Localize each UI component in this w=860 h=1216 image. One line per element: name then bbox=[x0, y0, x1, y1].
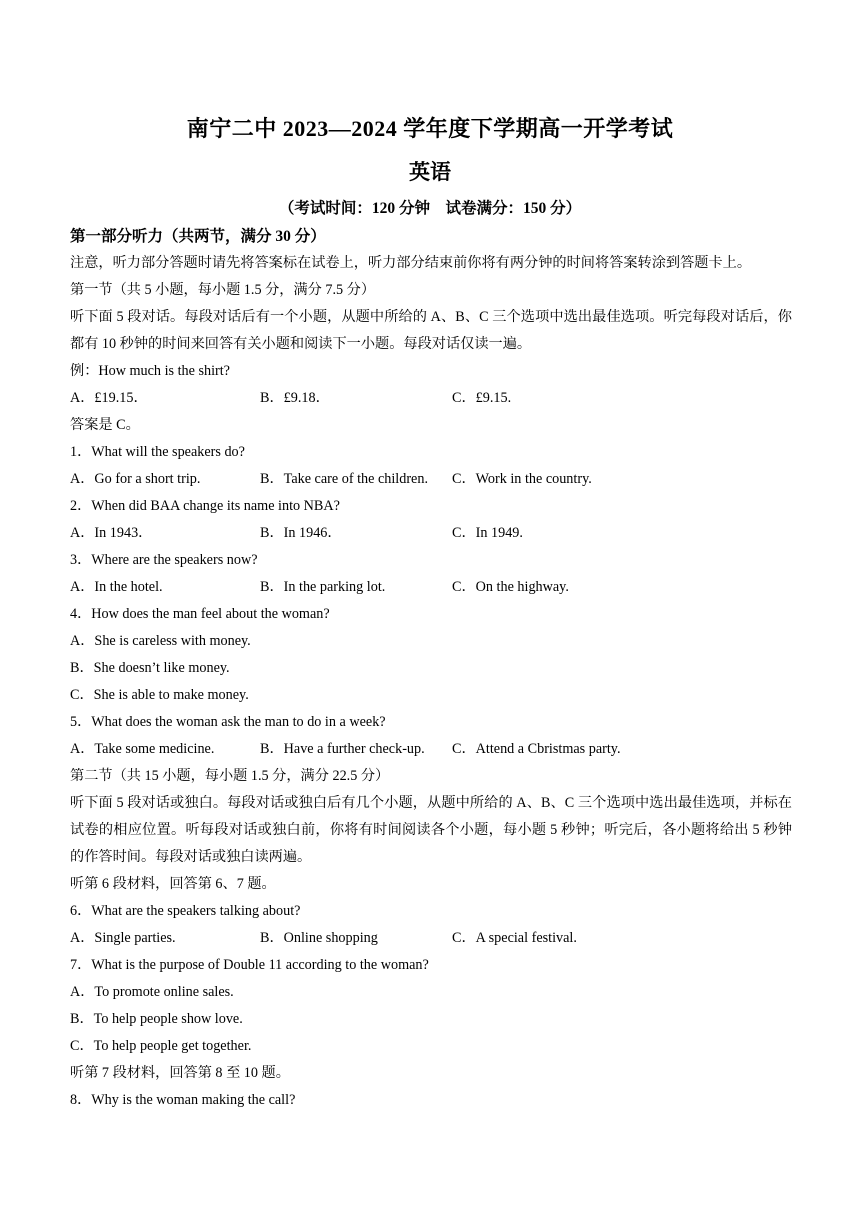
question-1: 1．What will the speakers do? bbox=[70, 444, 245, 460]
notice-text: 注意，听力部分答题时请先将答案标在试卷上，听力部分结束前你将有两分钟的时间将答案转涂到答题卡上。 bbox=[70, 255, 752, 271]
option-b: B．£9.18． bbox=[260, 390, 330, 406]
option-c: C．In 1949. bbox=[452, 525, 523, 541]
option-b: B．Take care of the children. bbox=[260, 471, 428, 487]
material-7-note: 听第 7 段材料，回答第 8 至 10 题。 bbox=[70, 1065, 290, 1081]
option-c: C．Work in the country. bbox=[452, 471, 592, 487]
exam-meta: （考试时间：120 分钟 试卷满分：150 分） bbox=[278, 200, 582, 217]
option-c: C．She is able to make money. bbox=[70, 687, 249, 703]
example-answer: 答案是 C。 bbox=[70, 417, 140, 433]
question-6-options bbox=[70, 925, 792, 952]
question-1-options bbox=[70, 466, 792, 493]
question-2-options bbox=[70, 520, 792, 547]
option-a: A．In 1943． bbox=[70, 525, 153, 541]
section2-heading: 第二节（共 15 小题，每小题 1.5 分，满分 22.5 分） bbox=[70, 768, 390, 784]
section1-heading: 第一节（共 5 小题，每小题 1.5 分，满分 7.5 分） bbox=[70, 282, 376, 298]
option-a: A．Go for a short trip. bbox=[70, 471, 201, 487]
option-b: B．Online shopping bbox=[260, 930, 378, 946]
option-a: A．£19.15． bbox=[70, 390, 148, 406]
option-c: C．Attend a Cbristmas party. bbox=[452, 741, 621, 757]
option-a: A．She is careless with money. bbox=[70, 633, 251, 649]
option-c: C．On the highway. bbox=[452, 579, 569, 595]
question-6: 6．What are the speakers talking about? bbox=[70, 903, 301, 919]
material-6-note: 听第 6 段材料，回答第 6、7 题。 bbox=[70, 876, 276, 892]
option-b: B．To help people show love. bbox=[70, 1011, 243, 1027]
question-2: 2．When did BAA change its name into NBA? bbox=[70, 498, 340, 514]
option-b: B．Have a further check-up. bbox=[260, 741, 425, 757]
section1-instruction: 听下面 5 段对话。每段对话后有一个小题，从题中所给的 A、B、C 三个选项中选出最佳选项。听完每段对话后，你都有 10 秒钟的时间来回答有关小题和阅读下一小题。每段对话仅读一遍。 bbox=[70, 309, 792, 352]
question-3: 3．Where are the speakers now? bbox=[70, 552, 258, 568]
option-a: A．To promote online sales. bbox=[70, 984, 234, 1000]
example-options bbox=[70, 385, 792, 412]
question-5: 5．What does the woman ask the man to do in a week? bbox=[70, 714, 386, 730]
question-3-options bbox=[70, 574, 792, 601]
option-a: A．In the hotel. bbox=[70, 579, 163, 595]
question-4: 4．How does the man feel about the woman? bbox=[70, 606, 330, 622]
subject-title: 英语 bbox=[409, 160, 451, 184]
section2-instruction: 听下面 5 段对话或独白。每段对话或独白后有几个小题，从题中所给的 A、B、C 三个选项中选出最佳选项，并标在试卷的相应位置。听每段对话或独白前，你将有时间阅读各个小题，每小题 5 秒钟；听完后，各小题将给出 5 秒钟的作答时间。每段对话或独白读两遍。 bbox=[70, 795, 792, 865]
part1-heading: 第一部分听力（共两节，满分 30 分） bbox=[70, 228, 326, 245]
option-b: B．In the parking lot. bbox=[260, 579, 386, 595]
question-8: 8．Why is the woman making the call? bbox=[70, 1092, 296, 1108]
option-a: A．Take some medicine. bbox=[70, 741, 215, 757]
option-c: C．A special festival. bbox=[452, 930, 577, 946]
option-b: B．In 1946． bbox=[260, 525, 342, 541]
option-c: C．To help people get together. bbox=[70, 1038, 252, 1054]
question-7: 7．What is the purpose of Double 11 according to the woman? bbox=[70, 957, 429, 973]
question-5-options bbox=[70, 736, 792, 763]
option-c: C．£9.15. bbox=[452, 390, 512, 406]
option-b: B．She doesn’t like money. bbox=[70, 660, 230, 676]
example-question: 例：How much is the shirt? bbox=[70, 363, 230, 379]
exam-body bbox=[70, 250, 792, 1114]
option-a: A．Single parties. bbox=[70, 930, 176, 946]
exam-title: 南宁二中 2023—2024 学年度下学期高一开学考试 bbox=[186, 116, 674, 141]
